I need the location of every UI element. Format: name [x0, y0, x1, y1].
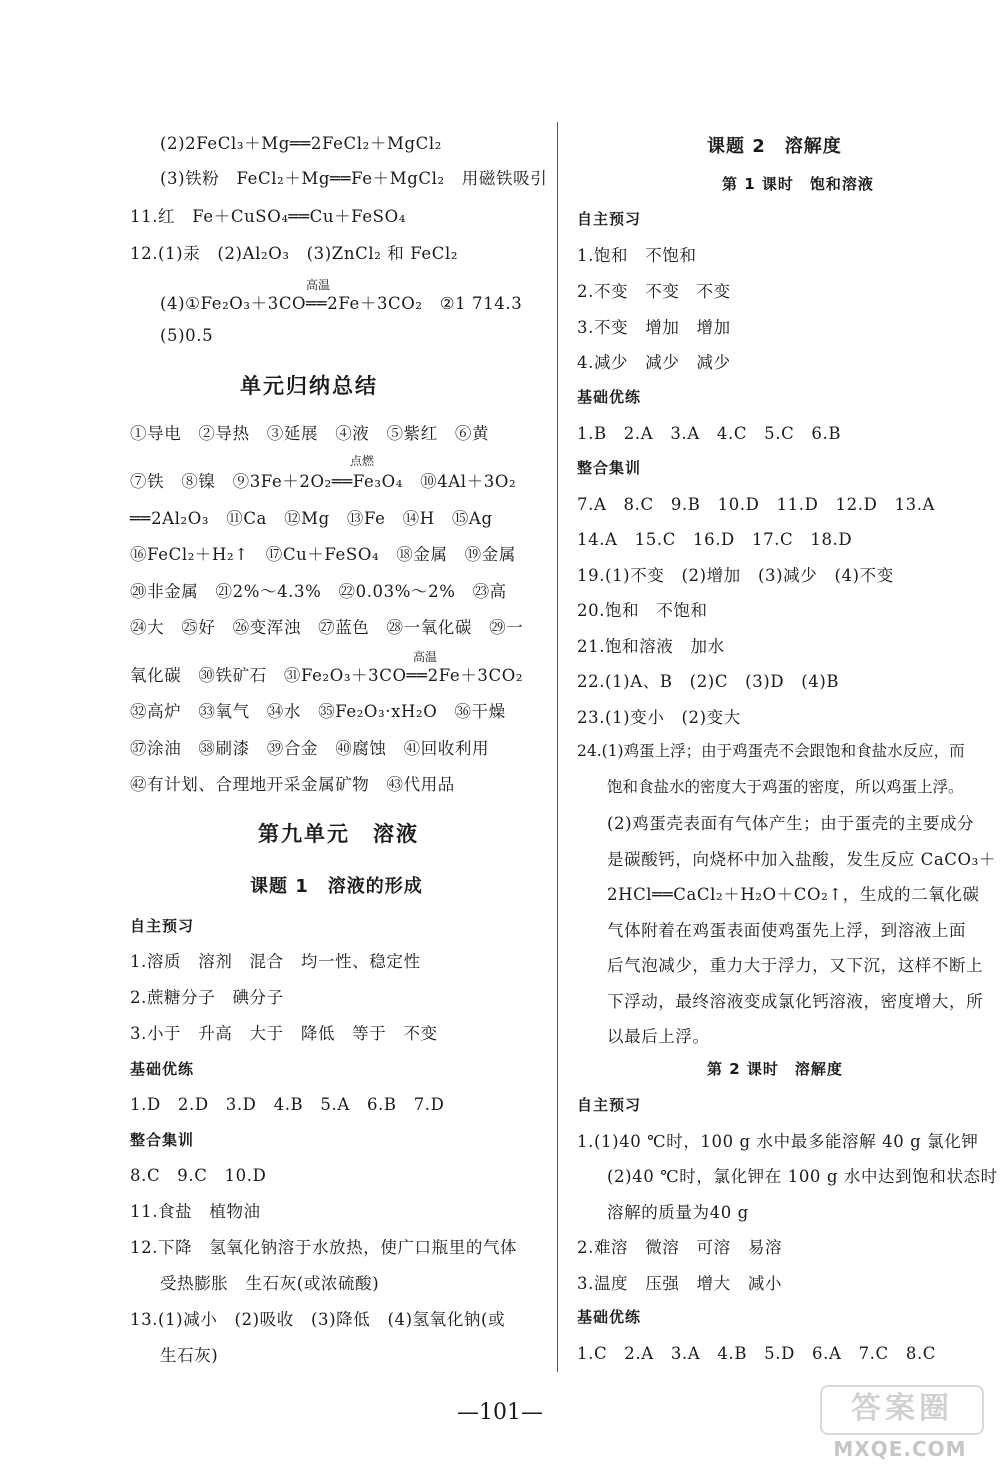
answer-line: 1.(1)40 ℃时，100 g 水中最多能溶解 40 g 氯化钾: [577, 1132, 979, 1151]
answer-line: 11.食盐 植物油: [130, 1202, 261, 1221]
answer-line: (2)40 ℃时，氯化钾在 100 g 水中达到饱和状态时: [607, 1167, 998, 1186]
answer-line: 2.难溶 微溶 可溶 易溶: [577, 1238, 783, 1257]
period-title: 第 1 课时 饱和溶液: [722, 175, 874, 193]
answer-line: (4)①Fe₂O₃＋3CO══2Fe＋3CO₂ ②1 714.3: [160, 294, 523, 313]
answer-line: 21.饱和溶液 加水: [577, 637, 725, 656]
answer-line: 饱和食盐水的密度大于鸡蛋的密度，所以鸡蛋上浮。: [607, 778, 964, 796]
answer-line: 下浮动，最终溶液变成氯化钙溶液，密度增大，所: [607, 992, 984, 1011]
section-heading: 整合集训: [577, 459, 642, 477]
summary-line: ⑦铁 ⑧镍 ⑨3Fe＋2O₂══Fe₃O₄ ⑩4Al＋3O₂: [130, 472, 517, 491]
section-heading: 整合集训: [130, 1131, 195, 1149]
answer-line: 19.(1)不变 (2)增加 (3)减少 (4)不变: [577, 566, 894, 585]
answer-line: (3)铁粉 FeCl₂＋Mg══Fe＋MgCl₂ 用磁铁吸引: [160, 169, 548, 188]
answer-line: 14.A 15.C 16.D 17.C 18.D: [577, 530, 853, 549]
watermark-url: MXQE.COM: [833, 1437, 967, 1461]
lesson-title: 课题 2 溶解度: [707, 136, 842, 157]
summary-line: ㉔大 ㉕好 ㉖变浑浊 ㉗蓝色 ㉘一氧化碳 ㉙一: [130, 618, 524, 637]
answer-line: 2.蔗糖分子 碘分子: [130, 988, 284, 1007]
answer-line: 1.D 2.D 3.D 4.B 5.A 6.B 7.D: [130, 1095, 445, 1114]
answer-line: 4.减少 减少 减少: [577, 353, 731, 372]
summary-line: ㊲涂油 ㊳刷漆 ㊴合金 ㊵腐蚀 ㊶回收利用: [130, 739, 490, 758]
answer-line: 3.温度 压强 增大 减小: [577, 1274, 783, 1293]
answer-line: 12.下降 氢氧化钠溶于水放热，使广口瓶里的气体: [130, 1238, 518, 1257]
section-heading: 基础优练: [130, 1060, 195, 1078]
section-heading: 基础优练: [577, 1308, 642, 1326]
summary-line: ══2Al₂O₃ ⑪Ca ⑫Mg ⑬Fe ⑭H ⑮Ag: [130, 509, 493, 528]
unit-title: 第九单元 溶液: [258, 822, 419, 846]
summary-line: ㊷有计划、合理地开采金属矿物 ㊸代用品: [130, 775, 455, 794]
answer-line: 3.小于 升高 大于 降低 等于 不变: [130, 1024, 438, 1043]
unit-summary-title: 单元归纳总结: [240, 374, 378, 398]
answer-line: 是碳酸钙，向烧杯中加入盐酸，发生反应 CaCO₃＋: [607, 850, 996, 869]
section-heading: 自主预习: [577, 1096, 642, 1114]
page-number: —101—: [457, 1400, 543, 1425]
answer-line: (2)2FeCl₃＋Mg══2FeCl₂＋MgCl₂: [160, 134, 442, 153]
section-heading: 基础优练: [577, 388, 642, 406]
answer-line: 1.C 2.A 3.A 4.B 5.D 6.A 7.C 8.C: [577, 1344, 937, 1363]
answer-line: 24.(1)鸡蛋上浮；由于鸡蛋壳不会跟饱和食盐水反应，而: [577, 742, 965, 760]
answer-line: 3.不变 增加 增加: [577, 318, 731, 337]
watermark-badge-text: 答案圈: [820, 1385, 984, 1435]
answer-line: 溶解的质量为40 g: [607, 1203, 749, 1222]
period-title: 第 2 课时 溶解度: [707, 1060, 843, 1078]
summary-line: 氧化碳 ㉚铁矿石 ㉛Fe₂O₃＋3CO══2Fe＋3CO₂: [130, 666, 524, 685]
answer-line: 20.饱和 不饱和: [577, 601, 708, 620]
reaction-condition: 点燃: [350, 454, 375, 468]
watermark-logo: [820, 1385, 980, 1465]
answer-line: 11.红 Fe＋CuSO₄══Cu＋FeSO₄: [130, 207, 406, 226]
answer-line: 1.B 2.A 3.A 4.C 5.C 6.B: [577, 424, 842, 443]
answer-line: 22.(1)A、B (2)C (3)D (4)B: [577, 672, 840, 691]
answer-line: (2)鸡蛋壳表面有气体产生；由于蛋壳的主要成分: [607, 814, 975, 833]
answer-line: 23.(1)变小 (2)变大: [577, 708, 741, 727]
summary-line: ⑳非金属 ㉑2%～4.3% ㉒0.03%～2% ㉓高: [130, 582, 507, 601]
answer-line: 1.饱和 不饱和: [577, 246, 697, 265]
answer-line: (5)0.5: [160, 326, 214, 345]
answer-line: 2HCl══CaCl₂＋H₂O＋CO₂↑，生成的二氧化碳: [607, 885, 980, 904]
answer-line: 13.(1)减小 (2)吸收 (3)降低 (4)氢氧化钠(或: [130, 1310, 506, 1329]
summary-line: ①导电 ②导热 ③延展 ④液 ⑤紫红 ⑥黄: [130, 424, 490, 443]
answer-line: 受热膨胀 生石灰(或浓硫酸): [160, 1274, 380, 1293]
answer-line: 2.不变 不变 不变: [577, 282, 731, 301]
lesson-title: 课题 1 溶液的形成: [250, 876, 423, 897]
answer-line: 12.(1)汞 (2)Al₂O₃ (3)ZnCl₂ 和 FeCl₂: [130, 244, 459, 263]
answer-line: 以最后上浮。: [607, 1027, 710, 1046]
answer-line: 1.溶质 溶剂 混合 均一性、稳定性: [130, 952, 421, 971]
column-divider: [557, 122, 558, 1372]
reaction-condition: 高温: [306, 278, 331, 292]
answer-line: 7.A 8.C 9.B 10.D 11.D 12.D 13.A: [577, 495, 936, 514]
summary-line: ㉜高炉 ㉝氧气 ㉞水 ㉟Fe₂O₃·xH₂O ㊱干燥: [130, 702, 506, 721]
answer-line: 8.C 9.C 10.D: [130, 1166, 267, 1185]
section-heading: 自主预习: [130, 917, 195, 935]
answer-line: 后气泡减少，重力大于浮力，又下沉，这样不断上: [607, 956, 984, 975]
answer-line: 生石灰): [160, 1346, 219, 1365]
answer-line: 气体附着在鸡蛋表面使鸡蛋先上浮，到溶液上面: [607, 921, 967, 940]
reaction-condition: 高温: [413, 650, 438, 664]
section-heading: 自主预习: [577, 210, 642, 228]
summary-line: ⑯FeCl₂＋H₂↑ ⑰Cu＋FeSO₄ ⑱金属 ⑲金属: [130, 545, 516, 564]
